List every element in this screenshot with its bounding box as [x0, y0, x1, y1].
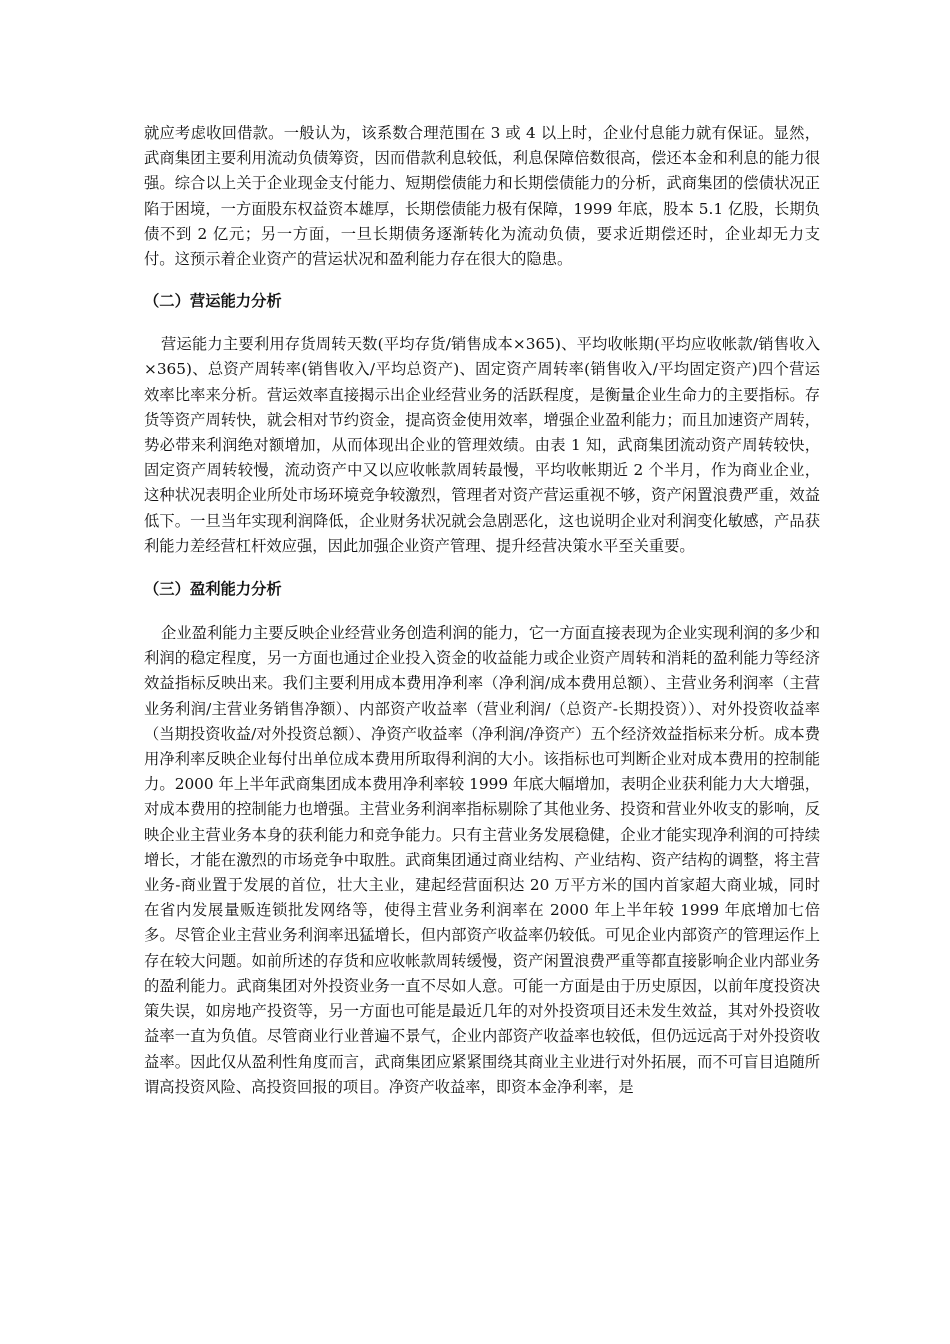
paragraph-solvency-conclusion: 就应考虑收回借款。一般认为，该系数合理范围在 3 或 4 以上时，企业付息能力就有保证。显然，武商集团主要利用流动负债筹资，因而借款利息较低，利息保障倍数很高，偿还本金和利息的能力很强。综合以上关于企业现金支付能力、短期偿债能力和长期偿债能力的分析，武商集团的偿债状况正陷于困境，一方面股东权益资本雄厚，长期偿债能力极有保障，1999 年底，股本 5.1 亿股，长期负债不到 2 亿元；另一方面，一旦长期债务逐渐转化为流动负债，要求近期偿还时，企业却无力支付。这预示着企业资产的营运状况和盈利能力存在很大的隐患。 — [144, 124, 820, 269]
paragraph-profitability: 企业盈利能力主要反映企业经营业务创造利润的能力，它一方面直接表现为企业实现利润的多少和利润的稳定程度，另一方面也通过企业投入资金的收益能力或企业资产周转和消耗的盈利能力等经济效益指标反映出来。我们主要利用成本费用净利率（净利润/成本费用总额）、主营业务利润率（主营业务利润/主营业务销售净额）、内部资产收益率（营业利润/（总资产-长期投资））、对外投资收益率（当期投资收益/对外投资总额）、净资产收益率（净利润/净资产）五个经济效益指标来分析。成本费用净利率反映企业每付出单位成本费用所取得利润的大小。该指标也可判断企业对成本费用的控制能力。2000 年上半年武商集团成本费用净利率较 1999 年底大幅增加，表明企业获利能力大大增强，对成本费用的控制能力也增强。主营业务利润率指标剔除了其他业务、投资和营业外收支的影响，反映企业主营业务本身的获利能力和竞争能力。只有主营业务发展稳健，企业才能实现净利润的可持续增长，才能在激烈的市场竞争中取胜。武商集团通过商业结构、产业结构、资产结构的调整，将主营业务-商业置于发展的首位，壮大主业，建起经营面积达 20 万平方米的国内首家超大商业城，同时在省内发展量贩连锁批发网络等，使得主营业务利润率在 2000 年上半年较 1999 年底增加七倍多。尽管企业主营业务利润率迅猛增长，但内部资产收益率仍较低。可见企业内部资产的管理运作上存在较大问题。如前所述的存货和应收帐款周转缓慢，资产闲置浪费严重等都直接影响企业内部业务的盈利能力。武商集团对外投资业务一直不尽如人意。可能一方面是由于历史原因，以前年度投资决策失误，如房地产投资等，另一方面也可能是最近几年的对外投资项目还未发生效益，其对外投资收益率一直为负值。尽管商业行业普遍不景气，企业内部资产收益率也较低，但仍远远高于对外投资收益率。因此仅从盈利性角度而言，武商集团应紧紧围绕其商业主业进行对外拓展，而不可盲目追随所谓高投资风险、高投资回报的项目。净资产收益率，即资本金净利率，是 — [144, 624, 820, 1096]
document-page — [144, 121, 820, 1100]
section-heading-operating-capability: （二）营运能力分析 — [144, 292, 282, 311]
paragraph-operating-capability: 营运能力主要利用存货周转天数(平均存货/销售成本×365)、平均收帐期(平均应收帐款/销售收入×365)、总资产周转率(销售收入/平均总资产)、固定资产周转率(销售收入/平均固定资产)四个营运效率比率来分析。营运效率直接揭示出企业经营业务的活跃程度，是衡量企业生命力的主要指标。存货等资产周转快，就会相对节约资金，提高资金使用效率，增强企业盈利能力；而且加速资产周转，势必带来利润绝对额增加，从而体现出企业的管理效绩。由表 1 知，武商集团流动资产周转较快，固定资产周转较慢，流动资产中又以应收帐款周转最慢，平均收帐期近 2 个半月，作为商业企业，这种状况表明企业所处市场环境竞争较激烈，管理者对资产营运重视不够，资产闲置浪费严重，效益低下。一旦当年实现利润降低，企业财务状况就会急剧恶化，这也说明企业对利润变化敏感，产品获利能力差经营杠杆效应强，因此加强企业资产管理、提升经营决策水平至关重要。 — [144, 335, 820, 555]
section-heading-profitability: （三）盈利能力分析 — [144, 580, 282, 599]
